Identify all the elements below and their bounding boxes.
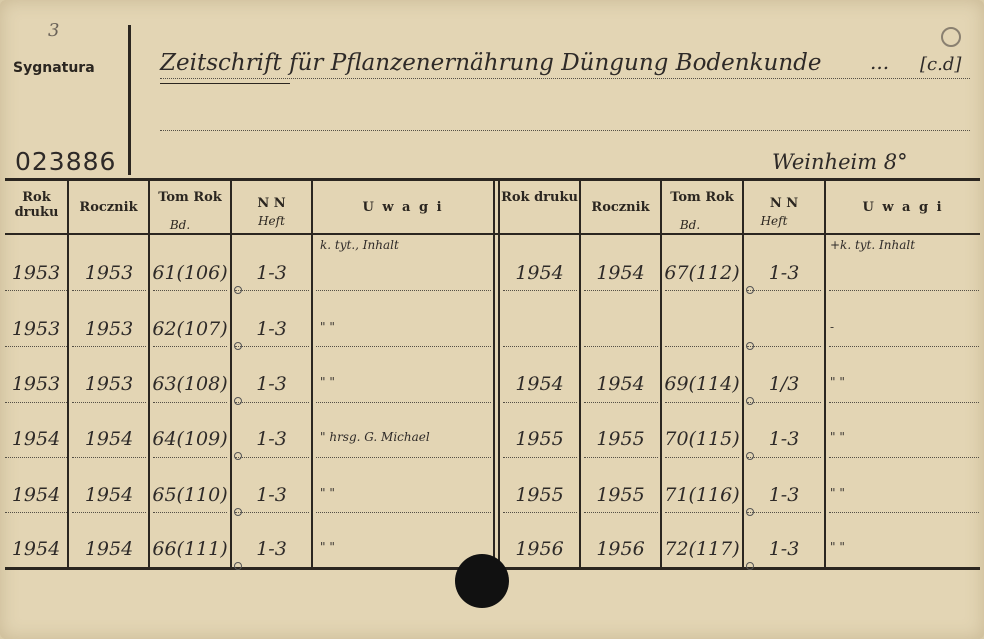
header-tom-bd: Bd. [679,218,701,232]
cell-uwagi: " " [320,375,335,389]
cell-tom: 70(115) [664,428,740,450]
header-uwagi: U w a g i [362,200,444,215]
cell-rocznik: 1954 [84,538,134,560]
cell-uwagi: - [830,320,835,334]
row-dotline [747,457,821,458]
title-dotline-1 [160,78,970,79]
row-dotline [829,457,979,458]
row-dotline [316,402,491,403]
title-underline [160,83,290,84]
row-dotline [72,512,146,513]
row-dotline [503,512,577,513]
row-dotline [503,290,577,291]
header-nn: N N [769,196,799,211]
ring-mark [234,452,242,460]
cell-nn: 1-3 [768,262,800,284]
cell-rok-druku: 1953 [11,373,61,395]
cell-nn: 1-3 [256,428,287,450]
cell-tom: 67(112) [664,262,740,284]
publication-title: Zeitschrift für Pflanzenernährung Düngung Bodenkunde [160,50,822,76]
row-dotline [235,290,309,291]
row-dotline [665,512,739,513]
ring-mark [746,452,754,460]
row-dotline [235,346,309,347]
row-dotline [665,402,739,403]
cell-nn: 1/3 [768,373,800,395]
cell-nn: 1-3 [256,484,287,506]
cell-rok-druku: 1955 [515,484,564,506]
row-dotline [316,457,491,458]
signature-number: 023886 [15,147,117,176]
header-tom-rok: Tom Rok [158,190,222,205]
cell-rok-druku: 1954 [515,373,564,395]
cell-rok-druku: 1954 [11,484,61,506]
punch-ring [941,27,961,47]
ring-mark [234,286,242,294]
row-dotline [72,346,146,347]
cell-uwagi: k. tyt., Inhalt [320,238,399,252]
cell-rocznik: 1953 [84,373,134,395]
row-dotline [829,402,979,403]
cell-rocznik: 1955 [596,484,645,506]
row-dotline [235,457,309,458]
col-divider [824,180,826,568]
row-dotline [316,346,491,347]
cell-nn: 1-3 [768,538,800,560]
row-dotline [747,290,821,291]
signature-label: Sygnatura [13,60,95,76]
cell-nn: 1-3 [256,318,287,340]
header-uwagi: U w a g i [862,200,944,215]
row-dotline [153,290,227,291]
row-dotline [665,457,739,458]
ring-mark [746,286,754,294]
cell-tom: 64(109) [152,428,228,450]
row-dotline [665,346,739,347]
cell-nn: 1-3 [256,262,287,284]
row-dotline [235,512,309,513]
cell-tom: 61(106) [152,262,228,284]
cell-rok-druku: 1953 [11,318,61,340]
header-rok-druku: Rok druku [501,190,578,205]
row-dotline [316,290,491,291]
punch-hole [455,554,509,608]
header-nn: N N [257,196,286,211]
cell-tom: 72(117) [664,538,740,560]
cell-rok-druku: 1953 [11,262,61,284]
cell-nn: 1-3 [256,373,287,395]
header-tom-rok: Tom Rok [670,190,734,205]
cell-rocznik: 1954 [84,428,134,450]
title-suffix: ... [870,50,890,74]
cell-tom: 63(108) [152,373,228,395]
header-rocznik: Rocznik [591,200,650,215]
row-dotline [747,346,821,347]
row-dotline [5,346,67,347]
center-divider [493,180,495,568]
row-dotline [153,457,227,458]
header-rocznik: Rocznik [79,200,138,215]
cell-rok-druku: 1956 [515,538,564,560]
cell-uwagi: " " [830,430,845,444]
col-divider [67,180,69,568]
row-dotline [584,290,658,291]
cell-tom: 65(110) [152,484,228,506]
cell-nn: 1-3 [768,484,800,506]
row-dotline [153,402,227,403]
row-dotline [153,346,227,347]
cell-tom: 71(116) [664,484,740,506]
row-dotline [747,402,821,403]
row-dotline [153,512,227,513]
ring-mark [234,562,242,570]
row-dotline [5,290,67,291]
row-dotline [584,402,658,403]
row-dotline [665,290,739,291]
cell-uwagi: " " [830,540,845,554]
ring-mark [234,508,242,516]
cell-uwagi: " " [320,486,335,500]
cell-tom: 62(107) [152,318,228,340]
cell-rocznik: 1955 [596,428,645,450]
corner-number: 3 [48,20,60,41]
cell-tom: 69(114) [664,373,740,395]
cell-uwagi: " hrsg. G. Michael [320,430,430,444]
row-dotline [5,457,67,458]
row-dotline [829,512,979,513]
cell-nn: 1-3 [256,538,287,560]
row-dotline [503,457,577,458]
ring-mark [746,562,754,570]
cell-rocznik: 1954 [596,262,645,284]
place-format: Weinheim 8° [772,150,908,174]
header-nn-heft: Heft [258,214,285,228]
cell-rok-druku: 1954 [11,538,61,560]
cell-rocznik: 1953 [84,318,134,340]
row-dotline [5,402,67,403]
row-dotline [584,512,658,513]
row-dotline [829,290,979,291]
header-nn-heft: Heft [760,214,788,228]
ring-mark [746,342,754,350]
row-dotline [72,457,146,458]
header-rok-druku: Rok druku [14,190,59,220]
cell-uwagi: +k. tyt. Inhalt [830,238,916,252]
row-dotline [829,346,979,347]
ring-mark [746,508,754,516]
row-dotline [5,512,67,513]
cell-rok-druku: 1954 [515,262,564,284]
cell-tom: 66(111) [152,538,228,560]
row-dotline [72,290,146,291]
cell-uwagi: " " [830,375,845,389]
cell-rok-druku: 1955 [515,428,564,450]
cell-rocznik: 1953 [84,262,134,284]
title-bracket: [c.d] [920,54,962,75]
title-dotline-2 [160,130,970,131]
ring-mark [746,397,754,405]
row-dotline [584,346,658,347]
header-tom-bd: Bd. [169,218,191,232]
row-dotline [747,512,821,513]
cell-uwagi: " " [320,540,335,554]
cell-rocznik: 1956 [596,538,645,560]
cell-uwagi: " " [320,320,335,334]
cell-rocznik: 1954 [596,373,645,395]
cell-uwagi: " " [830,486,845,500]
cell-rok-druku: 1954 [11,428,61,450]
row-dotline [584,457,658,458]
col-divider [311,180,313,568]
row-dotline [503,402,577,403]
row-dotline [316,512,491,513]
row-dotline [503,346,577,347]
row-dotline [72,402,146,403]
ring-mark [234,342,242,350]
cell-nn: 1-3 [768,428,800,450]
ring-mark [234,397,242,405]
cell-rocznik: 1954 [84,484,134,506]
signature-divider [128,25,131,175]
row-dotline [235,402,309,403]
